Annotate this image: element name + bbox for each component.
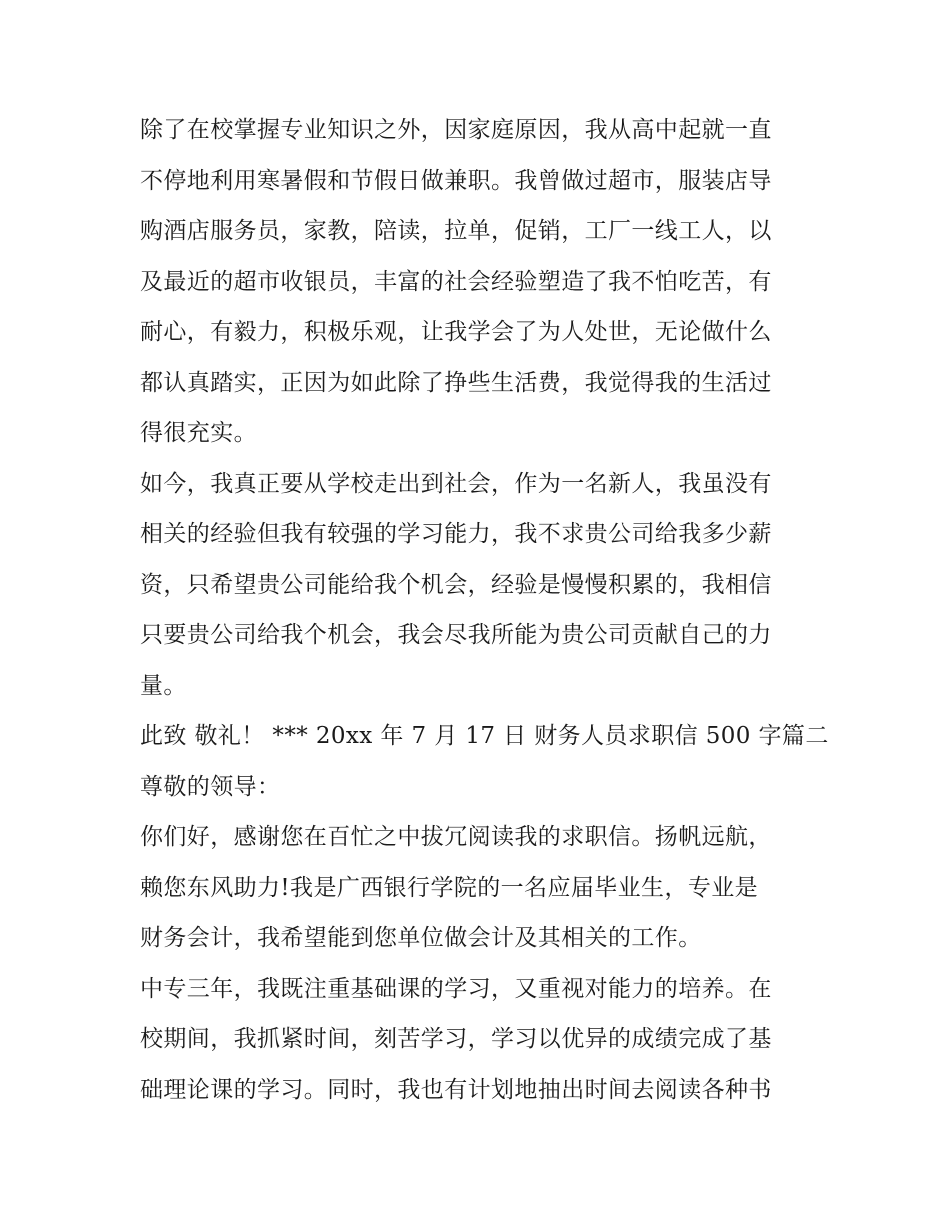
text-line: 中专三年，我既注重基础课的学习，又重视对能力的培养。在 <box>140 975 772 1002</box>
text-line: 只要贵公司给我个机会，我会尽我所能为贵公司贡献自己的力 <box>140 622 772 648</box>
text-line: 如今，我真正要从学校走出到社会，作为一名新人，我虽没有 <box>140 470 772 497</box>
text-line: 你们好，感谢您在百忙之中拔冗阅读我的求职信。扬帆远航， <box>140 824 772 850</box>
text-line: 础理论课的学习。同时，我也有计划地抽出时间去阅读各种书 <box>140 1076 772 1103</box>
text-line: 除了在校掌握专业知识之外，因家庭原因，我从高中起就一直 <box>140 117 772 143</box>
text-line: 相关的经验但我有较强的学习能力，我不求贵公司给我多少薪 <box>140 521 772 547</box>
document-body <box>140 105 829 1115</box>
salutation-line: 尊敬的领导： <box>140 773 281 800</box>
text-line: 财务会计，我希望能到您单位做会计及其相关的工作。 <box>140 925 702 951</box>
text-line: 校期间，我抓紧时间，刻苦学习，学习以优异的成绩完成了基 <box>140 1026 772 1052</box>
text-line: 得很充实。 <box>140 420 257 446</box>
text-line: 耐心，有毅力，积极乐观，让我学会了为人处世，无论做什么 <box>140 319 772 345</box>
text-line: 及最近的超市收银员，丰富的社会经验塑造了我不怕吃苦，有 <box>140 268 772 295</box>
text-line: 购酒店服务员，家教，陪读，拉单，促销，工厂一线工人，以 <box>140 218 772 244</box>
text-line: 量。 <box>140 672 187 699</box>
text-line: 都认真踏实，正因为如此除了挣些生活费，我觉得我的生活过 <box>140 369 772 396</box>
text-line: 赖您东风助力!我是广西银行学院的一名应届毕业生，专业是 <box>140 874 759 901</box>
text-line: 不停地利用寒暑假和节假日做兼职。我曾做过超市，服装店导 <box>140 167 772 194</box>
closing-line: 此致 敬礼！ *** 20xx 年 7 月 17 日 财务人员求职信 500 字篇二 <box>140 723 829 749</box>
text-line: 资，只希望贵公司能给我个机会，经验是慢慢积累的，我相信 <box>140 571 772 598</box>
